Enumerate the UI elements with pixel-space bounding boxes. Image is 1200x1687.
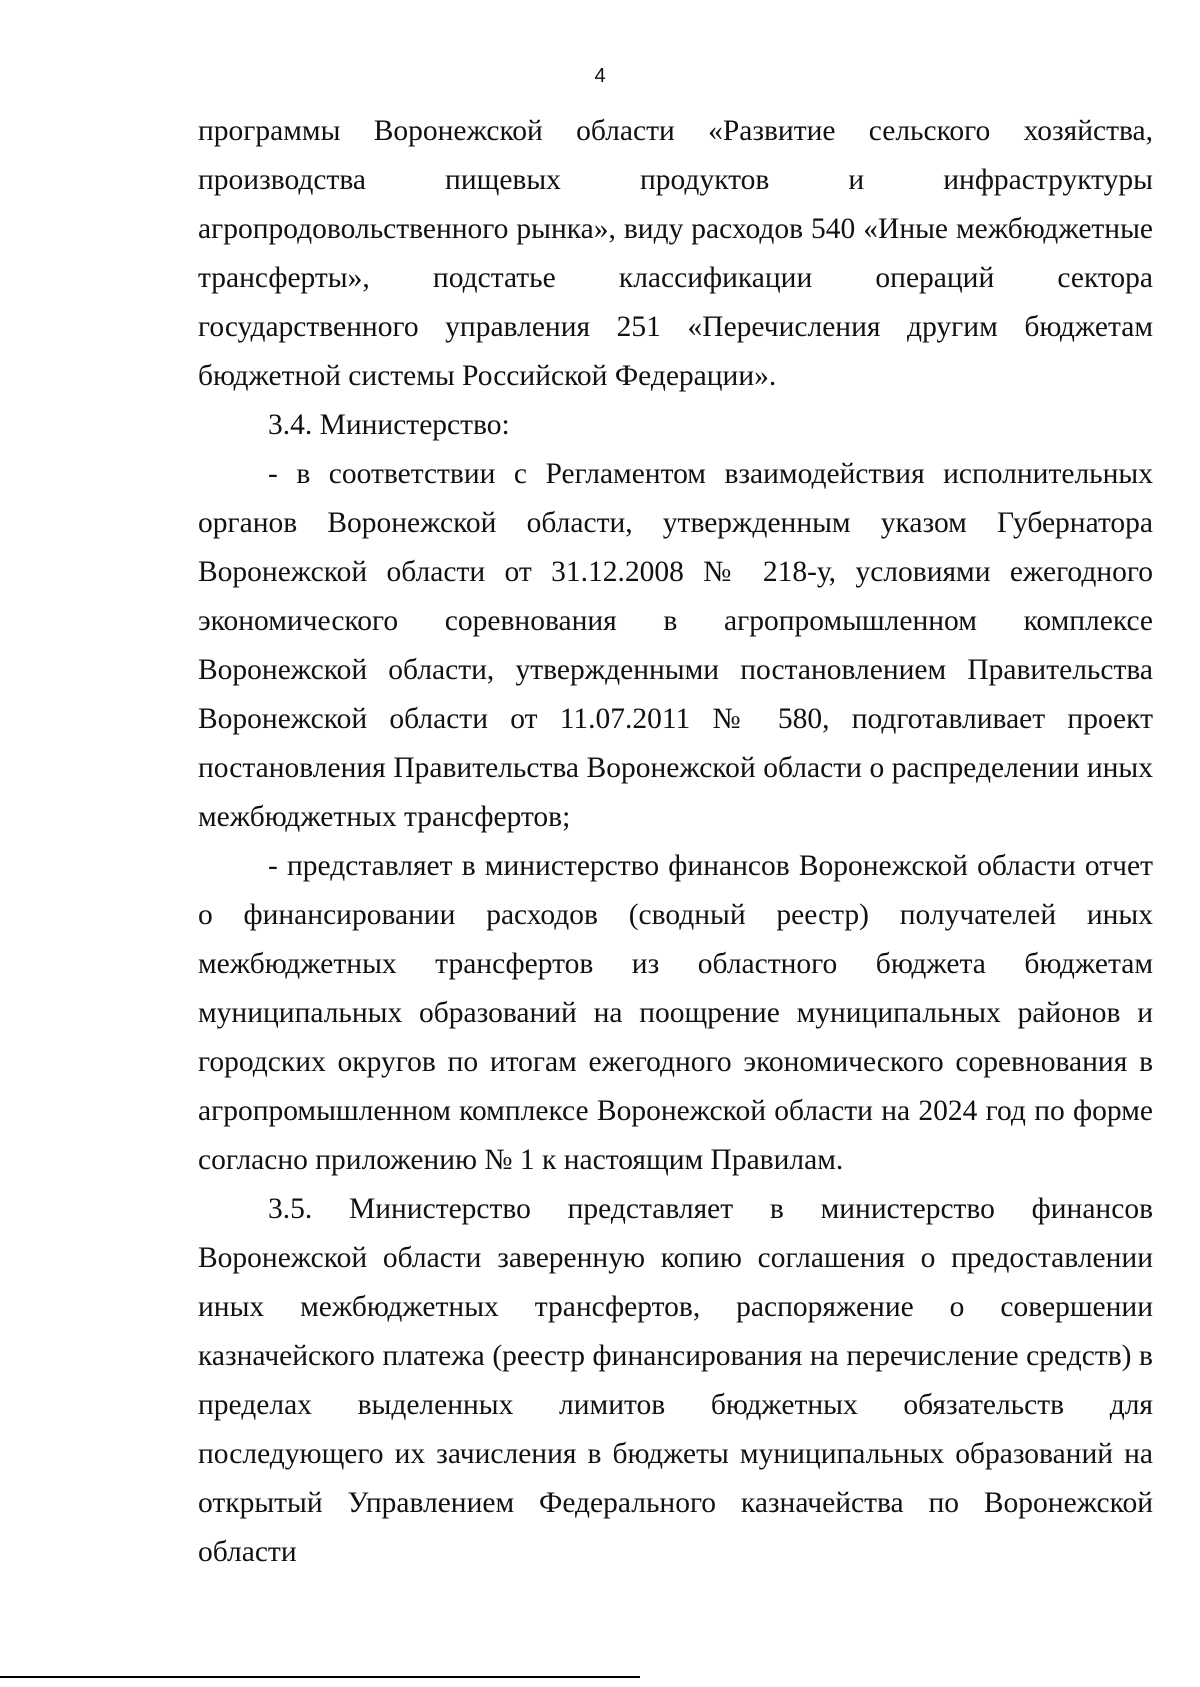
document-body xyxy=(198,107,1153,1577)
paragraph-section-3-4-heading: 3.4. Министерство: xyxy=(268,409,510,441)
bottom-rule xyxy=(0,1676,640,1678)
page-number: 4 xyxy=(594,65,606,87)
paragraph-regulation-item: - в соответствии с Регламентом взаимодействия исполнительных органов Воронежской области, утвержденным указом Губернатора Воронежской области от 31.12.2008 № 218-у, условиями ежегодного экономического соревнования в агропромышленном комплексе Воронежской области, утвержденными постановлением Правительства Воронежской области от 11.07.2011 № 580, подготавливает проект постановления Правительства Воронежской области о распределении иных межбюджетных трансфертов; xyxy=(198,458,1153,833)
paragraph-continuation: программы Воронежской области «Развитие сельского хозяйства, производства пищевых продуктов и инфраструктуры агропродовольственного рынка», виду расходов 540 «Иные межбюджетные трансферты», подстатье классификации операций сектора государственного управления 251 «Перечисления другим бюджетам бюджетной системы Российской Федерации». xyxy=(198,115,1153,392)
paragraph-section-3-5: 3.5. Министерство представляет в министерство финансов Воронежской области заверенную копию соглашения о предоставлении иных межбюджетных трансфертов, распоряжение о совершении казначейского платежа (реестр финансирования на перечисление средств) в пределах выделенных лимитов бюджетных обязательств для последующего их зачисления в бюджеты муниципальных образований на открытый Управлением Федерального казначейства по Воронежской области xyxy=(198,1193,1153,1568)
paragraph-report-item: - представляет в министерство финансов Воронежской области отчет о финансировании расходов (сводный реестр) получателей иных межбюджетных трансфертов из областного бюджета бюджетам муниципальных образований на поощрение муниципальных районов и городских округов по итогам ежегодного экономического соревнования в агропромышленном комплексе Воронежской области на 2024 год по форме согласно приложению № 1 к настоящим Правилам. xyxy=(198,850,1153,1176)
